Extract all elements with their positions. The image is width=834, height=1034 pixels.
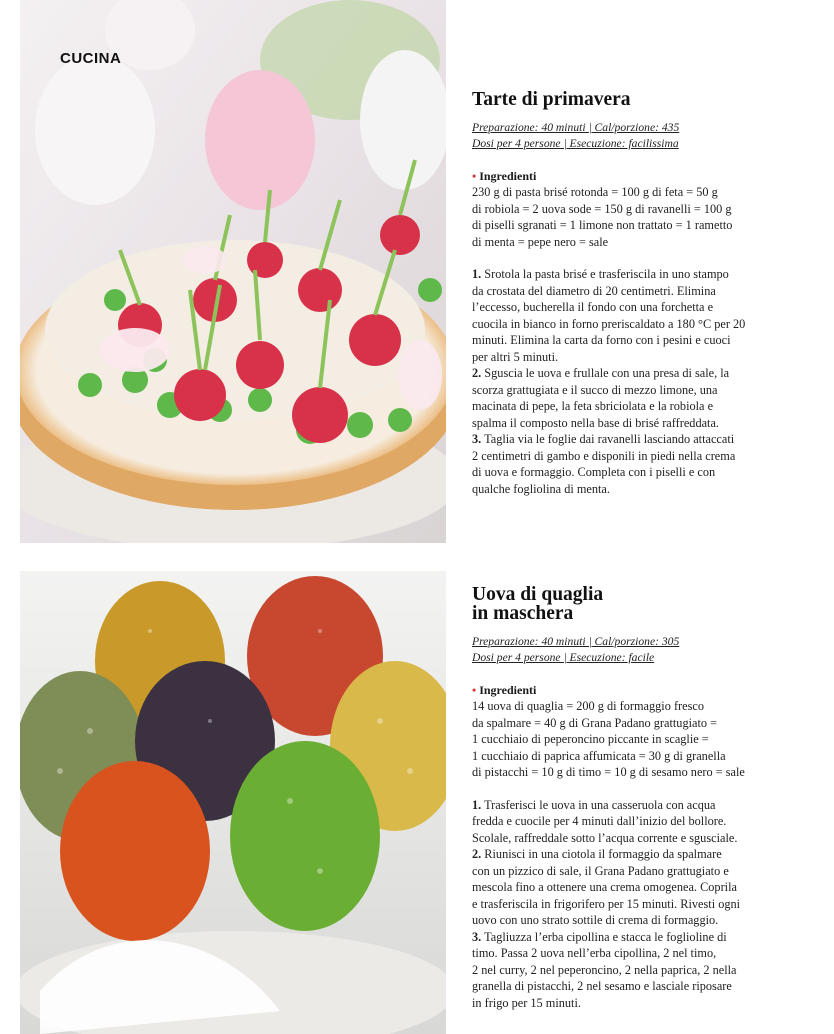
step-line: 2. Riunisci in una ciotola il formaggio da spalmare [472,847,722,861]
meta-line: Preparazione: 40 minuti | Cal/porzione: 305 [472,635,680,648]
step-line: 2 centimetri di gambo e disponili in piedi nella crema [472,448,736,463]
bullet-icon: • [472,169,477,183]
step-line: minuti. Elimina la carta da forno con i pesini e cuoci [472,333,731,347]
ingredient-line: di pistacchi = 10 g di timo = 10 g di sesamo nero = sale [472,765,745,779]
ingredient-line: 1 cucchiaio di paprica affumicata = 30 g di granella [472,748,726,763]
recipe-title: Uova di quaglia in maschera [472,584,604,624]
step-line: uovo con uno strato sottile di crema di formaggio. [472,913,719,927]
recipe-title: Tarte di primavera [472,89,631,110]
step-line: da crostata del diametro di 20 centimetri. Elimina [472,283,716,298]
step-line: per altri 5 minuti. [472,349,559,364]
step-line: 1. Trasferisci le uova in una casseruola con acqua [472,797,716,812]
step-line: con un pizzico di sale, il Grana Padano grattugiato e [472,863,729,878]
ingredients-heading: • Ingredienti [472,169,537,183]
step-line: 2. Sguscia le uova e frullale con una presa di sale, la [472,366,730,380]
step-line: spalma il composto nella base di brisé raffreddata. [472,415,719,430]
ingredient-line: di robiola = 2 uova sode = 150 g di ravanelli = 100 g [472,201,732,216]
tart-photo [20,0,446,543]
step-line: macinata di pepe, la feta sbriciolata e la robiola e [472,399,714,413]
step-line: e trasferiscila in frigorifero per 15 minuti. Rivesti ogni [472,896,741,911]
step-line: cuocila in bianco in forno preriscaldato a 180 °C per 20 [472,316,746,331]
step-line: qualche fogliolina di menta. [472,481,610,496]
ingredients-heading: • Ingredienti [472,683,537,697]
meta-line: Dosi per 4 persone | Esecuzione: facile [472,651,655,664]
step-line: 2 nel curry, 2 nel peperoncino, 2 nella paprica, 2 nella [472,962,737,977]
ingredients-list [472,184,772,250]
step-line: Scolale, raffreddale sotto l’acqua corrente e sgusciale. [472,830,738,845]
meta-line: Dosi per 4 persone | Esecuzione: facilissima [472,137,679,150]
step-line: 3. Taglia via le foglie dai ravanelli lasciando attaccati [472,432,735,446]
step-line: fredda e cuocile per 4 minuti dall’inizio del bollore. [472,814,727,828]
step-line: granella di pistacchi, 2 nel sesamo e lasciale riposare [472,979,732,993]
step-line: in frigo per 15 minuti. [472,995,581,1010]
recipe-meta [472,634,772,666]
step-line: 3. Tagliuzza l’erba cipollina e stacca le foglioline di [472,929,727,944]
step-line: 1. Srotola la pasta brisé e trasferiscila in uno stampo [472,267,729,281]
ingredient-line: di piselli sgranati = 1 limone non trattato = 1 rametto [472,218,733,232]
step-line: mescola fino a ottenere una crema omogenea. Coprila [472,880,737,894]
ingredient-line: di menta = pepe nero = sale [472,234,609,249]
ingredient-line: 1 cucchiaio di peperoncino piccante in scaglie = [472,732,709,746]
step-line: scorza grattugiata e il succo di mezzo limone, una [472,382,718,397]
recipe-uova [472,585,772,1011]
step-line: timo. Passa 2 uova nell’erba cipollina, 2 nel timo, [472,946,717,960]
recipe-tarte [472,90,772,497]
quail-eggs-photo [20,571,446,1034]
ingredients-list [472,698,772,781]
section-label: CUCINA [60,50,122,67]
ingredient-line: 14 uova di quaglia = 200 g di formaggio fresco [472,699,704,713]
ingredient-line: da spalmare = 40 g di Grana Padano grattugiato = [472,715,718,730]
bullet-icon: • [472,683,477,697]
steps-list [472,266,772,497]
step-line: l’eccesso, bucherella il fondo con una forchetta e [472,300,714,314]
recipe-meta [472,120,772,152]
step-line: di uova e formaggio. Completa con i piselli e con [472,465,716,479]
ingredient-line: 230 g di pasta brisé rotonda = 100 g di feta = 50 g [472,185,718,199]
steps-list [472,797,772,1012]
meta-line: Preparazione: 40 minuti | Cal/porzione: 435 [472,121,680,134]
